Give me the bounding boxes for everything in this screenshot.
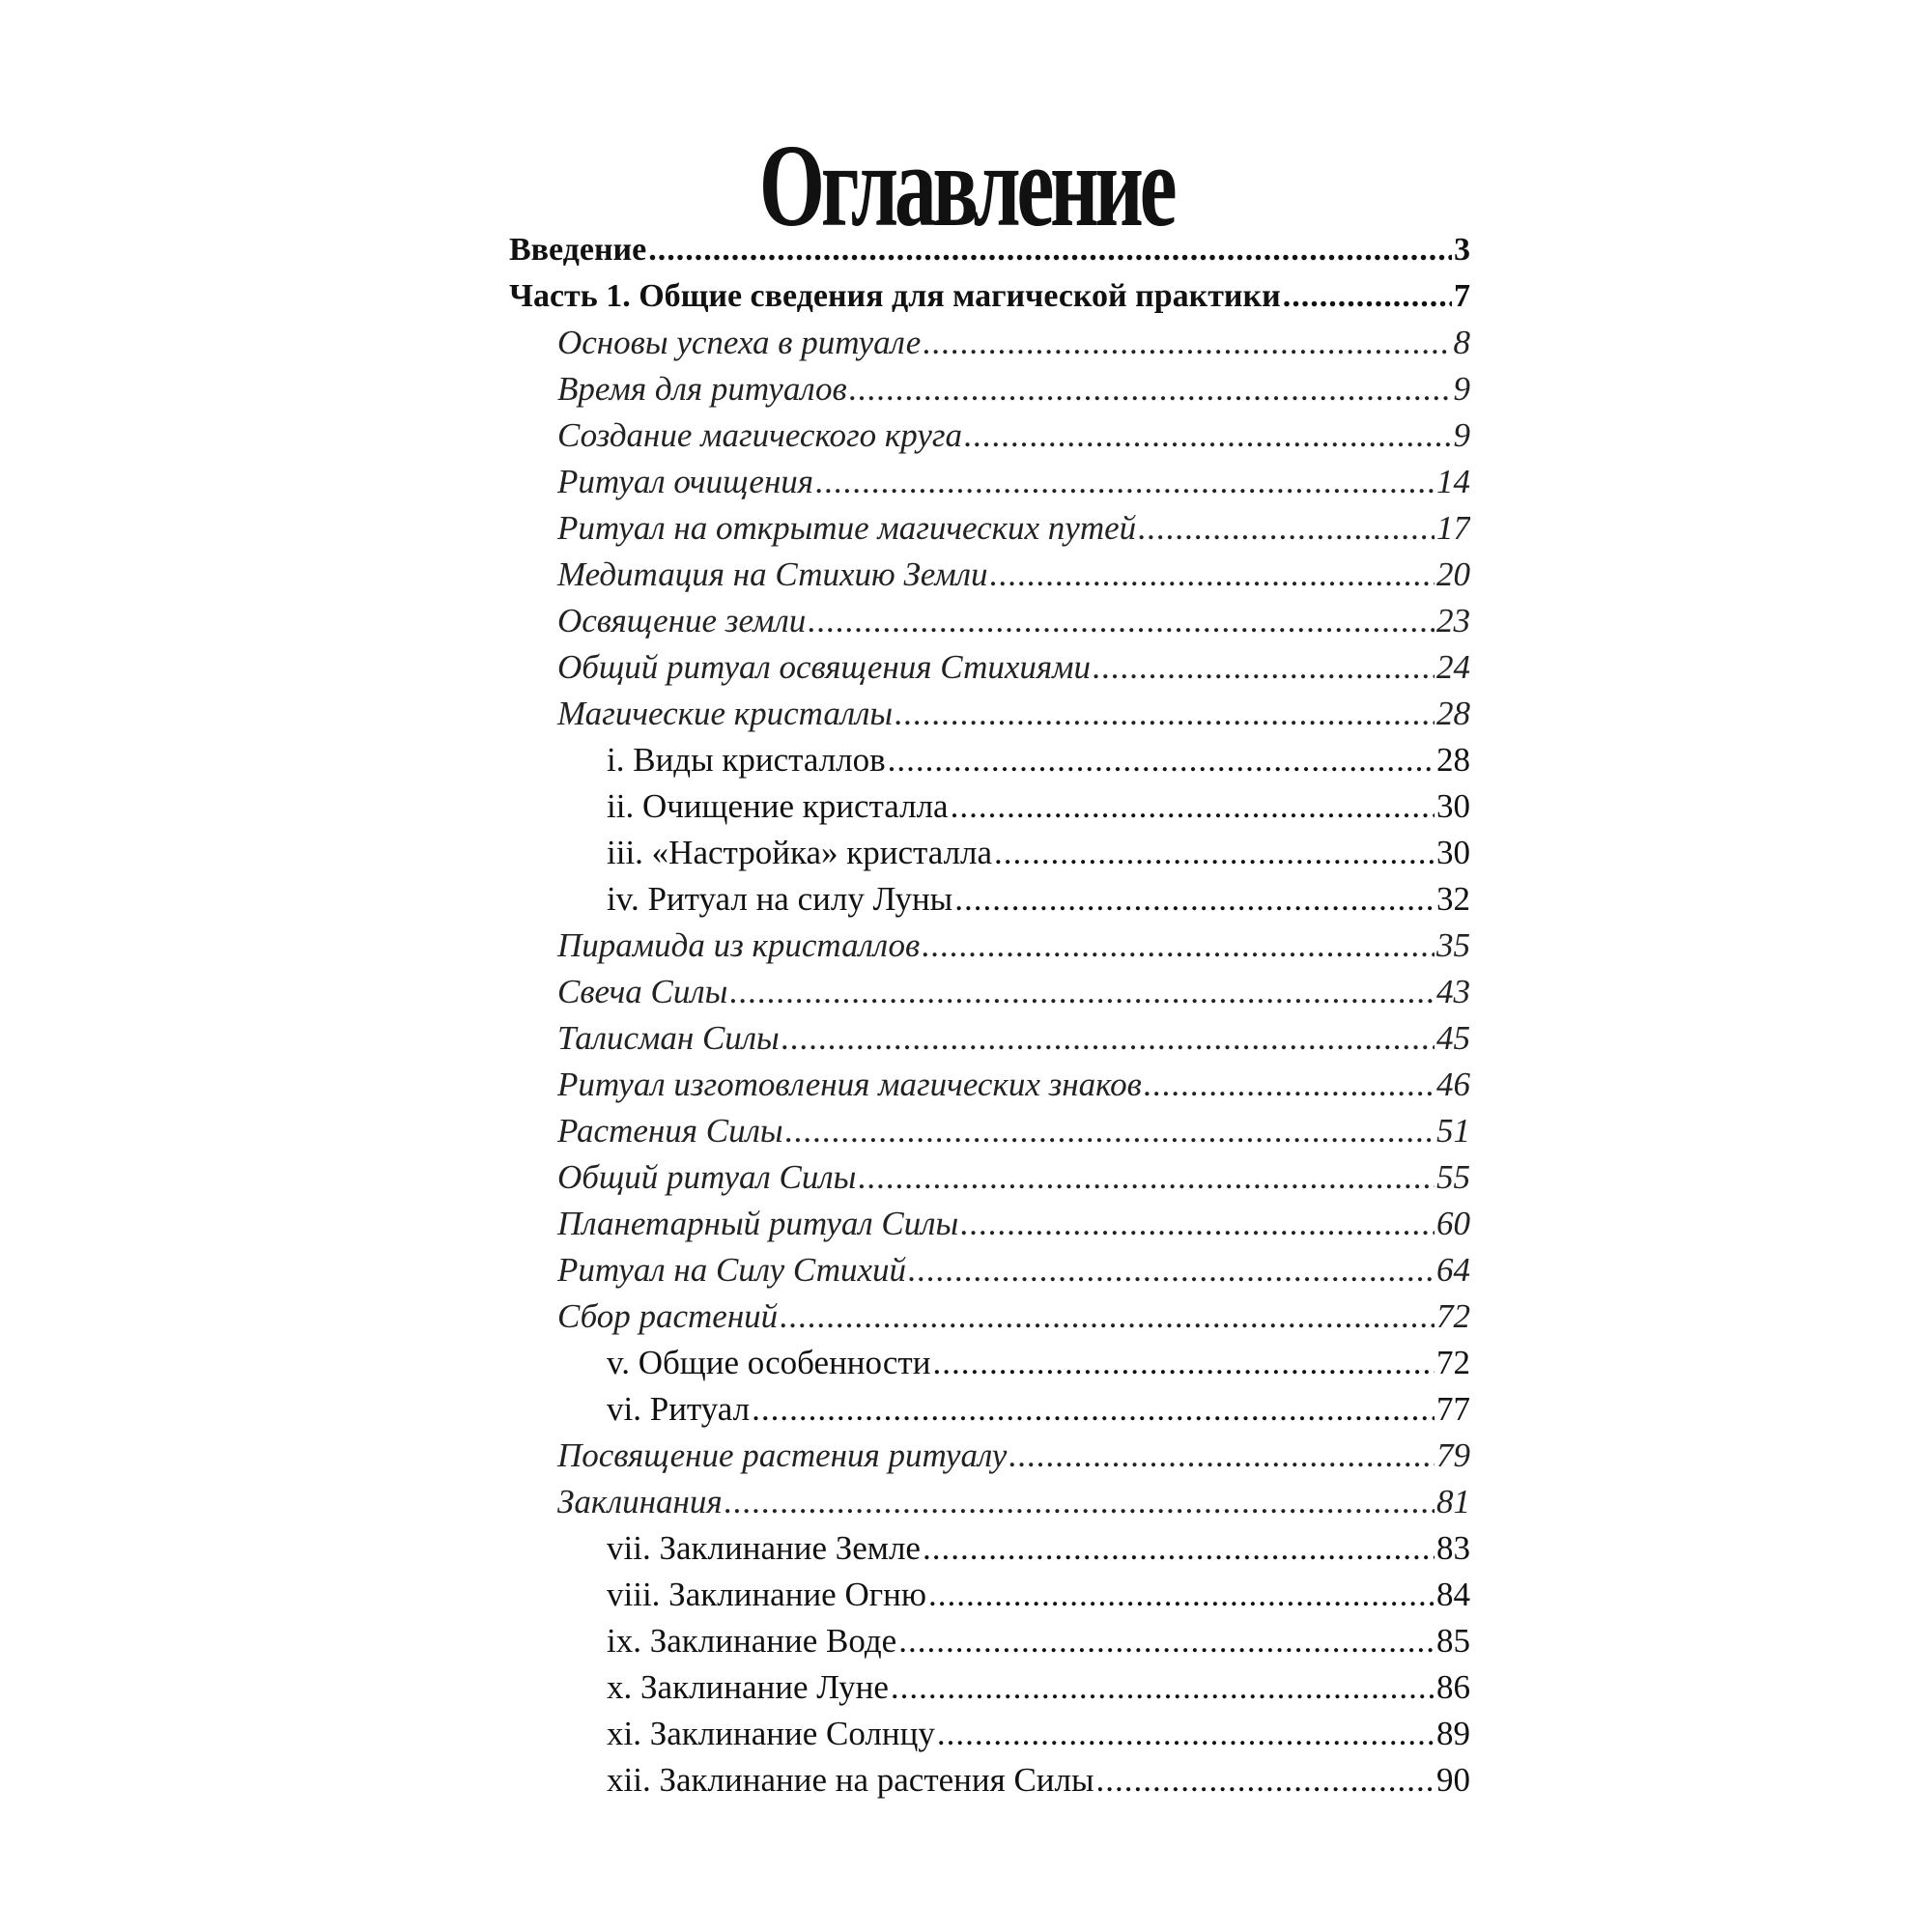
toc-entry-title: Часть 1. Общие сведения для магической практики (509, 278, 1281, 314)
dot-leader (960, 1201, 1435, 1247)
toc-entry-title: iii. «Настройка» кристалла (607, 834, 993, 871)
toc-entry[interactable] (509, 1757, 1470, 1804)
toc-entry[interactable] (509, 1108, 1470, 1154)
toc-entry[interactable] (509, 1664, 1470, 1711)
toc-entry-title: Ритуал на Силу Стихий (557, 1251, 907, 1289)
toc-entry-page-number: 45 (1436, 1019, 1470, 1057)
toc-entry[interactable] (509, 552, 1470, 598)
toc-entry[interactable] (509, 273, 1470, 320)
toc-entry-title: Свеча Силы (557, 973, 728, 1010)
dot-leader (1096, 1757, 1435, 1804)
toc-entry[interactable] (509, 1062, 1470, 1108)
toc-entry-page-number: 28 (1436, 741, 1470, 779)
toc-entry[interactable] (509, 876, 1470, 923)
toc-entry-page-number: 32 (1436, 880, 1470, 918)
toc-entry-page-number: 90 (1436, 1761, 1470, 1799)
toc-entry-title: xii. Заклинание на растения Силы (607, 1761, 1094, 1799)
toc-entry[interactable] (509, 830, 1470, 876)
toc-entry[interactable] (509, 1340, 1470, 1386)
toc-entry-page-number: 24 (1436, 648, 1470, 686)
toc-entry-title: Ритуал очищения (557, 463, 814, 500)
toc-entry[interactable] (509, 412, 1470, 459)
toc-entry-title: viii. Заклинание Огню (607, 1576, 926, 1613)
toc-entry-title: Ритуал изготовления магических знаков (557, 1065, 1142, 1103)
toc-entry-title: Общий ритуал Силы (557, 1158, 857, 1196)
dot-leader (954, 876, 1435, 923)
toc-entry-title: vii. Заклинание Земле (607, 1529, 921, 1567)
dot-leader (922, 923, 1435, 969)
dot-leader (858, 1154, 1435, 1201)
dot-leader (928, 1572, 1435, 1618)
dot-leader (932, 1340, 1435, 1386)
toc-entry-page-number: 72 (1436, 1297, 1470, 1335)
toc-entry-page-number: 60 (1436, 1205, 1470, 1242)
dot-leader (808, 598, 1435, 644)
dot-leader (891, 1664, 1435, 1711)
toc-entry-page-number: 30 (1436, 834, 1470, 871)
toc-entry-page-number: 30 (1436, 787, 1470, 825)
toc-entry-title: ix. Заклинание Воде (607, 1622, 897, 1660)
toc-entry-page-number: 14 (1436, 463, 1470, 500)
toc-entry-page-number: 77 (1436, 1390, 1470, 1428)
toc-entry-page-number: 7 (1454, 278, 1470, 314)
toc-entry[interactable] (509, 1386, 1470, 1433)
toc-entry[interactable] (509, 1201, 1470, 1247)
toc-entry-title: Введение (509, 232, 647, 268)
toc-entry-page-number: 43 (1436, 973, 1470, 1010)
toc-entry[interactable] (509, 1525, 1470, 1572)
toc-entry[interactable] (509, 1247, 1470, 1293)
toc-entry[interactable] (509, 1154, 1470, 1201)
toc-entry[interactable] (509, 1293, 1470, 1340)
toc-entry[interactable] (509, 459, 1470, 505)
toc-entry-title: vi. Ритуал (607, 1390, 751, 1428)
toc-entry-page-number: 79 (1436, 1436, 1470, 1474)
toc-entry-page-number: 9 (1453, 370, 1470, 408)
toc-entry-title: Время для ритуалов (557, 370, 847, 408)
toc-entry-page-number: 86 (1436, 1668, 1470, 1706)
toc-entry[interactable] (509, 505, 1470, 552)
toc-entry[interactable] (509, 598, 1470, 644)
toc-entry-title: Основы успеха в ритуале (557, 324, 922, 361)
toc-entry[interactable] (509, 1618, 1470, 1664)
toc-entry-page-number: 17 (1436, 509, 1470, 547)
toc-entry[interactable] (509, 783, 1470, 830)
dot-leader (1138, 505, 1435, 552)
toc-entry-page-number: 64 (1436, 1251, 1470, 1289)
dot-leader (648, 227, 1452, 273)
dot-leader (729, 969, 1435, 1015)
dot-leader (1009, 1433, 1435, 1479)
toc-entry-title: Растения Силы (557, 1112, 783, 1150)
toc-entry[interactable] (509, 1015, 1470, 1062)
toc-entry-page-number: 72 (1436, 1344, 1470, 1381)
toc-entry-page-number: 84 (1436, 1576, 1470, 1613)
dot-leader (724, 1479, 1435, 1525)
dot-leader (1093, 644, 1435, 691)
toc-entry-page-number: 9 (1453, 416, 1470, 454)
toc-entry-title: Общий ритуал освящения Стихиями (557, 648, 1092, 686)
toc-entry-title: iv. Ритуал на силу Луны (607, 880, 953, 918)
toc-entry-title: Создание магического круга (557, 416, 963, 454)
toc-entry-page-number: 20 (1436, 555, 1470, 593)
dot-leader (849, 366, 1452, 412)
dot-leader (994, 830, 1435, 876)
dot-leader (951, 783, 1435, 830)
page-title: Оглавление (758, 121, 1174, 251)
toc-entry-title: v. Общие особенности (607, 1344, 931, 1381)
toc-entry-title: i. Виды кристаллов (607, 741, 886, 779)
dot-leader (1283, 273, 1452, 320)
toc-entry-title: Освящение земли (557, 602, 807, 639)
toc-entry-page-number: 28 (1436, 695, 1470, 732)
toc-entry-title: Заклинания (557, 1483, 723, 1520)
dot-leader (1144, 1062, 1435, 1108)
toc-entry-page-number: 3 (1454, 232, 1470, 268)
toc-entry-title: x. Заклинание Луне (607, 1668, 889, 1706)
toc-entry[interactable] (509, 969, 1470, 1015)
dot-leader (898, 1618, 1435, 1664)
dot-leader (781, 1015, 1435, 1062)
toc-entry-title: Сбор растений (557, 1297, 779, 1335)
toc-entry[interactable] (509, 1572, 1470, 1618)
dot-leader (923, 1525, 1435, 1572)
toc-entry-title: Талисман Силы (557, 1019, 780, 1057)
dot-leader (752, 1386, 1435, 1433)
toc-entry-title: Посвящение растения ритуалу (557, 1436, 1008, 1474)
toc-entry-title: Планетарный ритуал Силы (557, 1205, 959, 1242)
dot-leader (785, 1108, 1435, 1154)
toc-entry-page-number: 46 (1436, 1065, 1470, 1103)
toc-entry-page-number: 35 (1436, 926, 1470, 964)
toc-entry-title: Медитация на Стихию Земли (557, 555, 988, 593)
toc-entry-title: xi. Заклинание Солнцу (607, 1715, 935, 1752)
toc-entry[interactable] (509, 227, 1470, 273)
toc-entry-page-number: 23 (1436, 602, 1470, 639)
dot-leader (780, 1293, 1435, 1340)
toc-entry-page-number: 81 (1436, 1483, 1470, 1520)
toc-entry[interactable] (509, 737, 1470, 783)
toc-entry-page-number: 8 (1453, 324, 1470, 361)
toc-entry[interactable] (509, 691, 1470, 737)
toc-entry-page-number: 83 (1436, 1529, 1470, 1567)
dot-leader (964, 412, 1451, 459)
toc-entry[interactable] (509, 923, 1470, 969)
toc-entry[interactable] (509, 366, 1470, 412)
toc-entry-page-number: 89 (1436, 1715, 1470, 1752)
toc-entry[interactable] (509, 1711, 1470, 1757)
toc-entry[interactable] (509, 320, 1470, 366)
table-of-contents (509, 227, 1470, 1804)
toc-entry-title: ii. Очищение кристалла (607, 787, 949, 825)
toc-entry-page-number: 85 (1436, 1622, 1470, 1660)
toc-entry-title: Ритуал на открытие магических путей (557, 509, 1137, 547)
toc-entry-page-number: 55 (1436, 1158, 1470, 1196)
toc-entry[interactable] (509, 644, 1470, 691)
toc-entry-title: Магические кристаллы (557, 695, 894, 732)
toc-entry-title: Пирамида из кристаллов (557, 926, 921, 964)
toc-entry[interactable] (509, 1479, 1470, 1525)
dot-leader (895, 691, 1435, 737)
dot-leader (937, 1711, 1435, 1757)
toc-entry-page-number: 51 (1436, 1112, 1470, 1150)
toc-entry[interactable] (509, 1433, 1470, 1479)
dot-leader (908, 1247, 1435, 1293)
dot-leader (815, 459, 1435, 505)
dot-leader (990, 552, 1435, 598)
dot-leader (888, 737, 1435, 783)
dot-leader (923, 320, 1451, 366)
